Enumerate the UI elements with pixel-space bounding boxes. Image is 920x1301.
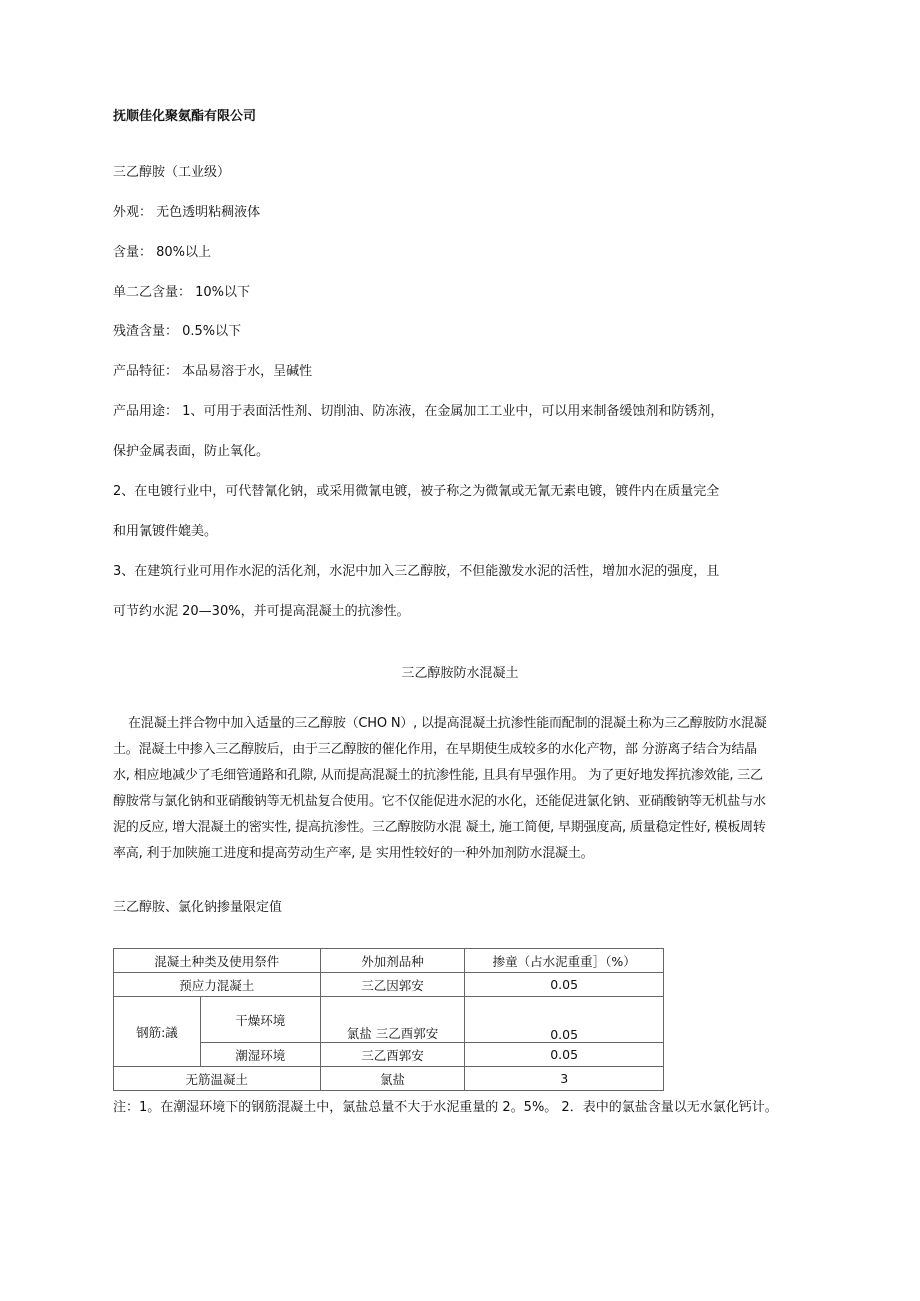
group-cell: 钢筋:議 [114,997,201,1067]
usage-3-cont: 可节约水泥 20—30%，并可提高混凝土的抗渗性。 [113,604,410,619]
dosage-table [113,948,664,1091]
cell: 氯盐 三乙酉郭安 [320,997,465,1043]
table-row [114,1067,664,1091]
cell: 0.05 [465,997,664,1043]
cell: 3 [465,1067,664,1091]
usage-3: 3、在建筑行业可用作水泥的活化剂，水泥中加入三乙醇胺，不但能激发水泥的活性，增加水泥的强度，且 [113,564,720,579]
cell: 0.05 [465,1043,664,1067]
cell: 潮湿环境 [200,1043,320,1067]
content: 含量： 80%以上 [113,245,212,260]
cell: 氯盐 [320,1067,465,1091]
appearance: 外观： 无色透明粘稠液体 [113,205,261,220]
table-row [114,973,664,997]
table-row [114,997,664,1043]
cell: 三乙因郭安 [320,973,465,997]
header-cell: 外加剂品种 [320,949,465,973]
cell: 干燥环境 [200,997,320,1043]
body-paragraph: 在混凝土拌合物中加入适量的三乙醇胺（CHO N）, 以提高混凝土抗渗性能而配制的混凝土称为三乙醇胺防水混凝土。混凝土中掺入三乙醇胺后，由于三乙醇胺的催化作用，在早期使生成较多的水化产物，部 分游离子结合为结晶水, 相应地减少了毛细管通路和孔隙, 从而提高混凝土的抗渗性能, 且具有早强作用。 为了更好地发挥抗渗效能, 三乙醇胺常与氯化钠和亚硝酸钠等无机盐复合使用。它不仅能促进水泥的水化，还能促进氯化钠、亚硝酸钠等无机盐与水泥的反应, 增大混凝土的密实性, 提高抗渗性。三乙醇胺防水混 凝土, 施工简便, 早期强度高, 质量稳定性好, 模板周转率高, 利于加陕施工进度和提高劳动生产率, 是 实用性较好的一种外加剂防水混凝土。 [113,716,767,861]
usage-2: 2、在电镀行业中，可代替氰化钠，或采用微氰电镀，被子称之为微氰或无氰无素电镀，镀件内在质量完全 [113,484,720,499]
table-note: 注：1。在潮湿环境下的钢筋混凝土中，氯盐总量不大于水泥重量的 2。5%。 2．表中的氯盐含量以无水氯化钙计。 [113,1100,778,1115]
cell: 三乙酉郭安 [320,1043,465,1067]
cell: 0.05 [465,973,664,997]
usage-2-cont: 和用氰镀件媲美。 [113,524,218,539]
table-title: 三乙醇胺、氯化钠掺量限定值 [113,900,283,915]
residue: 残渣含量： 0.5%以下 [113,324,242,339]
product-name: 三乙醇胺（工业级） [113,165,231,180]
table-header-row [114,949,664,973]
usage-1: 产品用途： 1、可用于表面活性剂、切削油、防冻液，在金属加工工业中，可以用来制备缓蚀剂和防锈剂， [113,404,724,419]
header-cell: 掺童（占水泥重重］（%） [465,949,664,973]
usage-1-cont: 保护金属表面，防止氧化。 [113,444,270,459]
company-name: 抚顺佳化聚氨酯有限公司 [113,109,257,124]
cell: 预应力混凝土 [114,973,321,997]
cell: 无筋温凝土 [114,1067,321,1091]
section-title: 三乙醇胺防水混凝土 [401,666,519,681]
feature: 产品特征： 本品易溶于水，呈碱性 [113,364,313,379]
header-cell: 混凝土种类及使用祭件 [114,949,321,973]
mono-di-content: 单二乙含量： 10%以下 [113,285,251,300]
